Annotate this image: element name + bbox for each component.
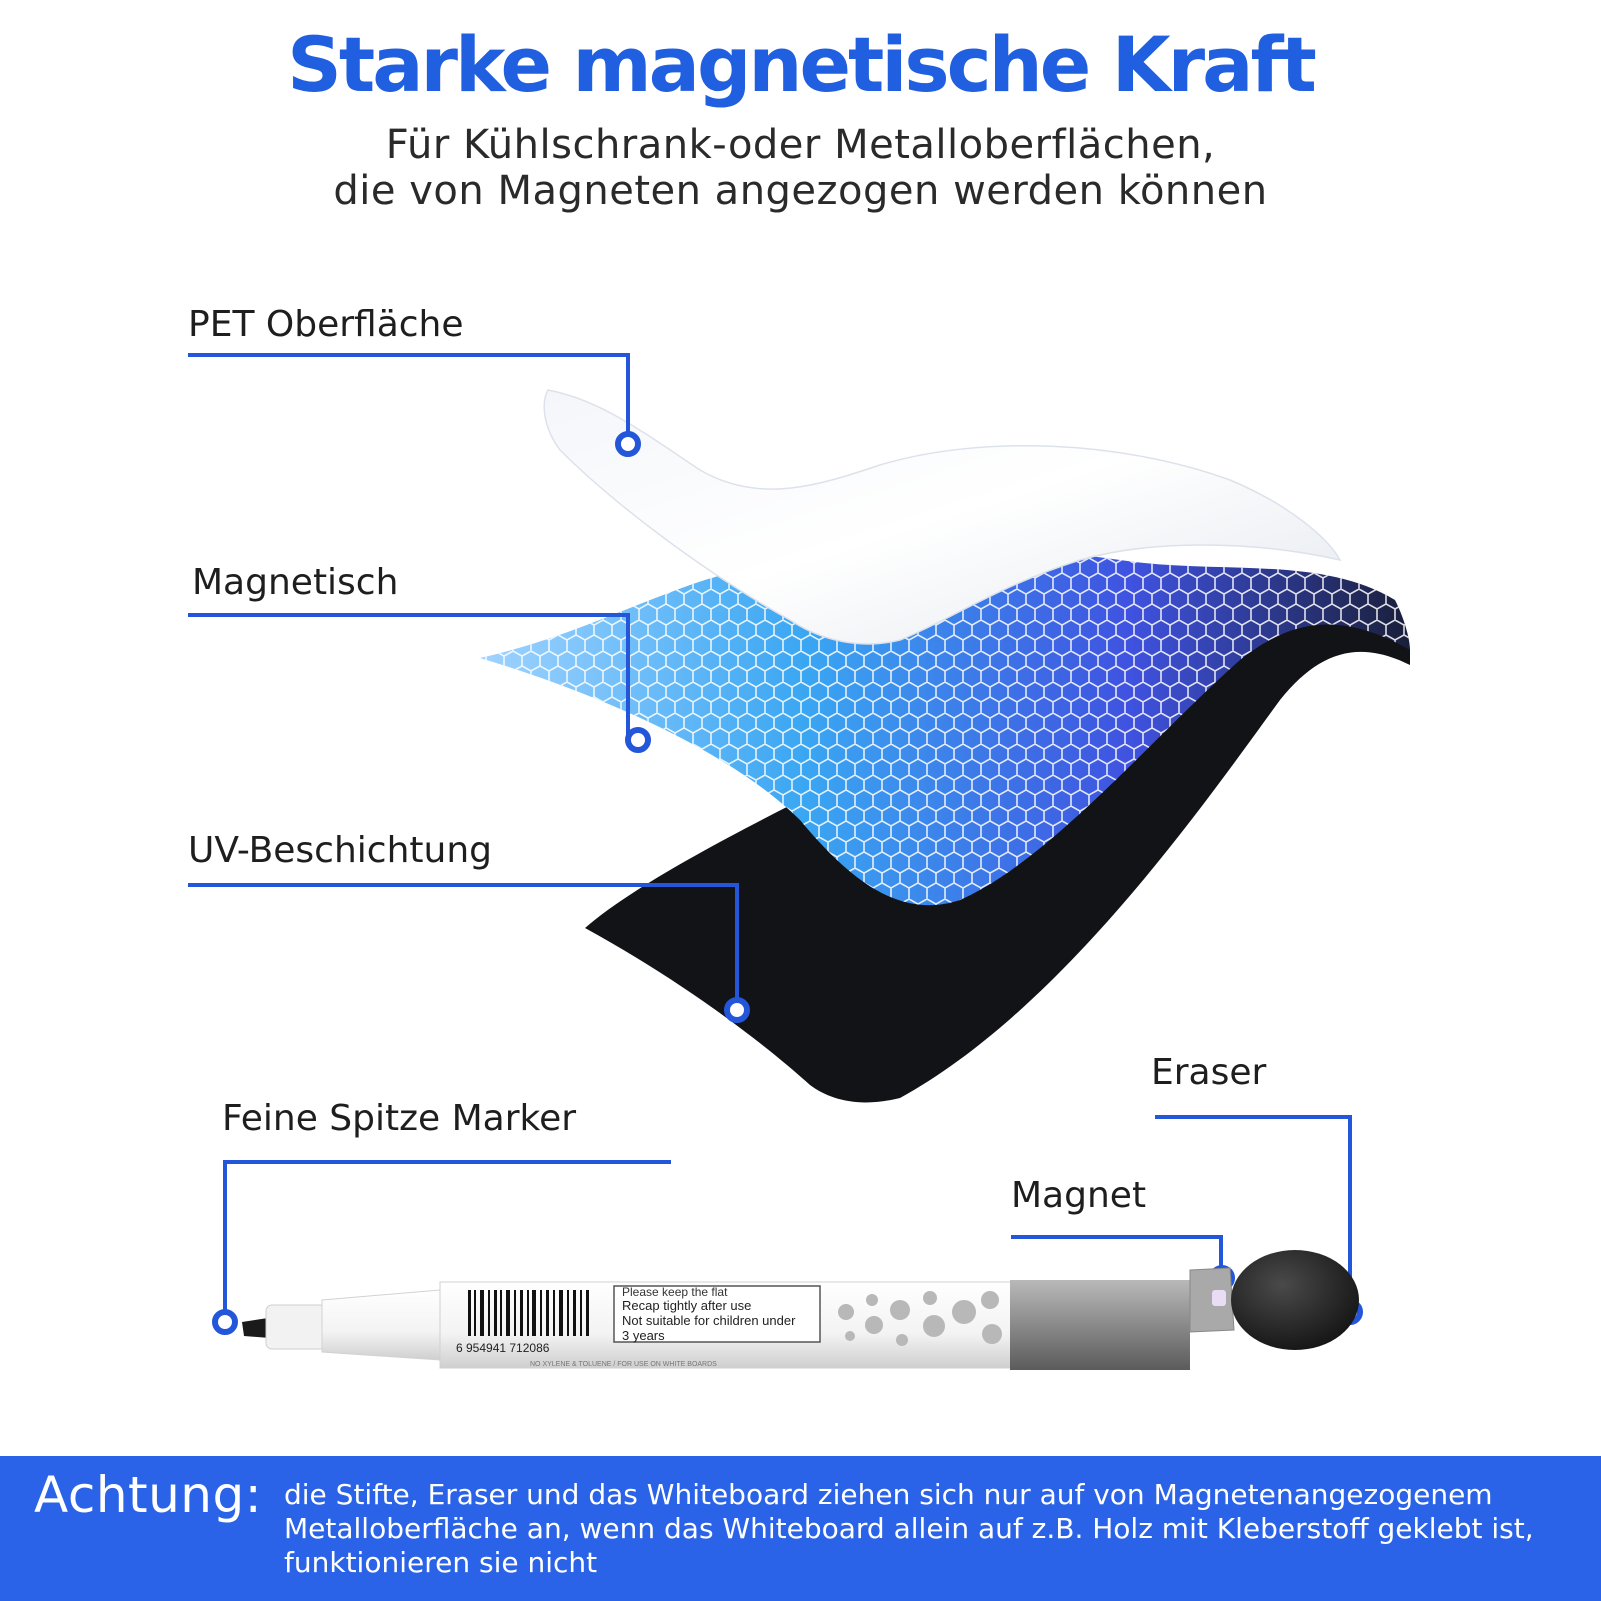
barcode-number: 6 954941 712086 xyxy=(456,1341,550,1355)
uv-marker-dot xyxy=(727,1000,747,1020)
subtitle-line-1: Für Kühlschrank-oder Metalloberflächen, xyxy=(385,122,1216,168)
label-fine-tip-marker: Feine Spitze Marker xyxy=(222,1098,577,1139)
label-pet-surface: PET Oberfläche xyxy=(188,304,464,345)
marker-print-line-1: Please keep the flat xyxy=(622,1285,728,1299)
marker-print-line-2: Recap tightly after use xyxy=(622,1298,752,1313)
tip-marker-dot xyxy=(215,1312,235,1332)
pet-marker-dot xyxy=(618,434,638,454)
subtitle-line-2: die von Magneten angezogen werden können xyxy=(333,168,1268,214)
magnetic-marker-dot xyxy=(628,730,648,750)
label-magnetic: Magnetisch xyxy=(192,562,399,603)
label-eraser: Eraser xyxy=(1151,1052,1267,1093)
label-magnet: Magnet xyxy=(1011,1175,1147,1216)
notice-banner xyxy=(0,1456,1601,1601)
marker-side-print: NO XYLENE & TOLUENE / FOR USE ON WHITE BOARDS xyxy=(530,1361,717,1368)
page-title: Starke magnetische Kraft xyxy=(287,20,1314,109)
label-uv-coating: UV-Beschichtung xyxy=(188,830,492,871)
marker-print-line-4: 3 years xyxy=(622,1328,665,1343)
marker-print-line-3: Not suitable for children under xyxy=(622,1313,796,1328)
notice-text: die Stifte, Eraser und das Whiteboard ziehen sich nur auf von Magnetenangezogenem Metalloberfläche an, wenn das Whiteboard allein auf z.B. Holz mit Kleberstoff geklebt ist, funktionieren sie nicht xyxy=(284,1478,1534,1579)
marker-pen xyxy=(242,1250,1359,1370)
notice-heading: Achtung: xyxy=(34,1466,263,1524)
